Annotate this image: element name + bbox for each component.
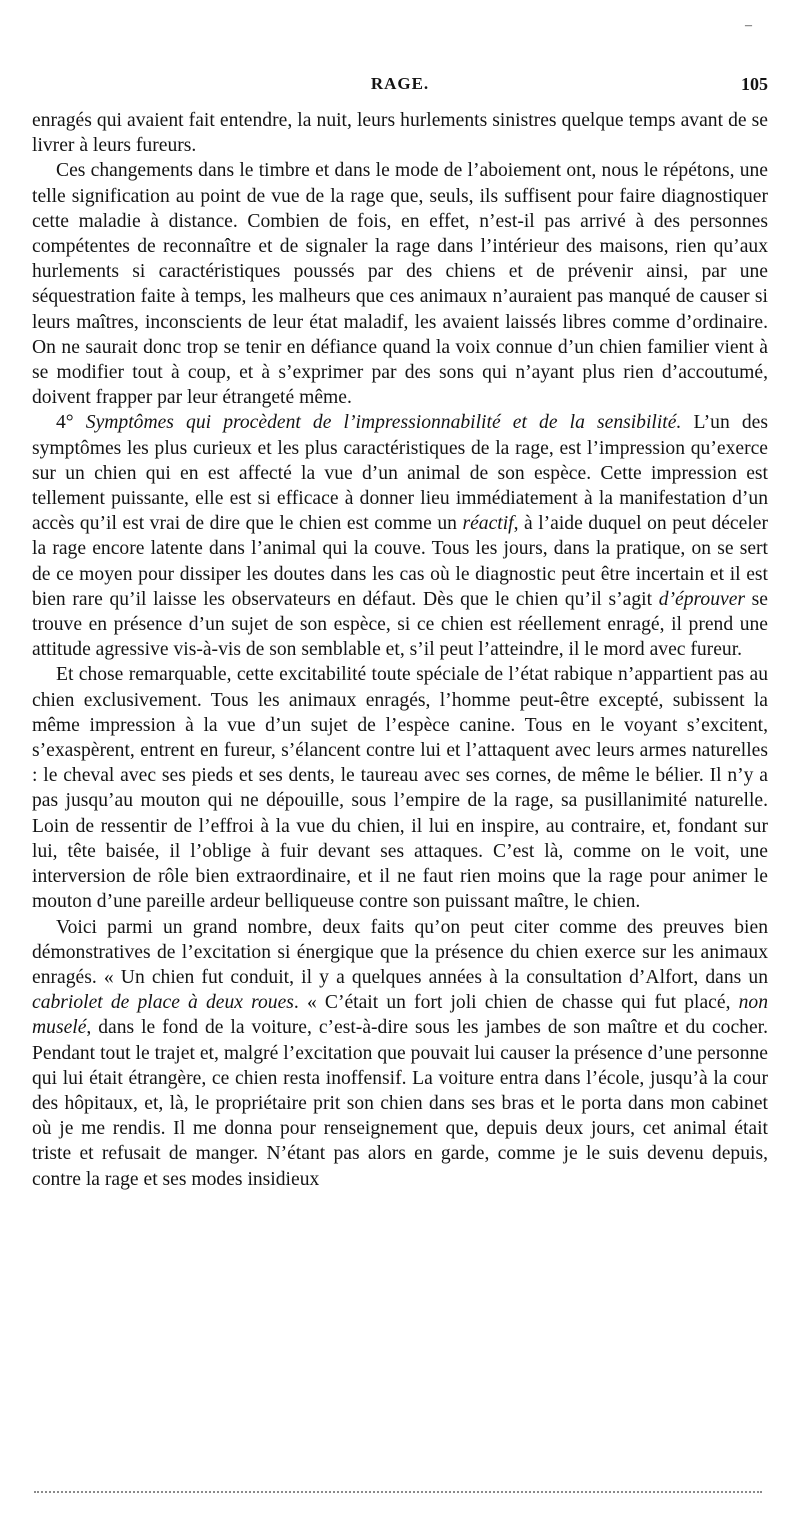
paragraph-5-text-a: Voici parmi un grand nombre, deux faits qu’on peut citer comme des preuves bien démonstratives de l’excitation si énergique que la présence du chien exerce sur les animaux enragés. « Un chien fut conduit, il y a quelques années à la consultation d’Alfort, dans un bbox=[32, 916, 768, 988]
footer-dotted-rule bbox=[34, 1491, 762, 1493]
term-non-musele: non muselé bbox=[32, 992, 768, 1039]
paragraph-5 bbox=[32, 915, 768, 1192]
page-number: 105 bbox=[741, 74, 768, 94]
paragraph-3-text-c: se trouve en présence d’un sujet de son espèce, si ce chien est réellement enragé, il prend une attitude agressive vis-à-vis de son semblable et, s’il peut l’atteindre, il le mord avec fureur. bbox=[32, 588, 768, 661]
page-header bbox=[32, 74, 768, 98]
term-cabriolet: cabriolet de place à deux roues bbox=[32, 992, 294, 1014]
paragraph-5-text-c: , dans le fond de la voiture, c’est-à-dire sous les jambes de son maître et du cocher. Pendant tout le trajet et, malgré l’excitation que pouvait lui causer la présence d’une personne qui lui était étrangère, ce chien resta inoffensif. La voiture entra dans l’école, jusqu’à la cour des hôpitaux, et, là, le propriétaire prit son chien dans ses bras et le porta dans mon cabinet où je me rendis. Il me donna pour renseignement que, depuis deux jours, cet animal était triste et refusait de manger. N’étant pas alors en garde, comme je le suis devenu depuis, contre la rage et ses modes insidieux bbox=[32, 1017, 768, 1190]
paragraph-5-text-b: . « C’était un fort joli chien de chasse qui fut placé, bbox=[293, 992, 739, 1014]
paragraph-3 bbox=[32, 410, 768, 662]
term-reactif: réactif bbox=[462, 513, 514, 535]
term-eprouver: d’éprouver bbox=[658, 588, 746, 610]
section-title: Symptômes qui procèdent de l’impressionnabilité et de la sensibilité. bbox=[85, 412, 682, 434]
body-text bbox=[32, 108, 768, 1192]
paragraph-3-text-a: L’un des symptômes les plus curieux et les plus caractéristiques de la rage, est l’impression qu’exerce sur un chien qui en est affecté la vue d’un animal de son espèce. Cette impression est tellement puissante, elle est si efficace à donner lieu immédiatement à la manifestation d’un accès qu’il est vrai de dire que le chien est comme un bbox=[32, 412, 769, 535]
paragraph-3-text-b: , à l’aide duquel on peut déceler la rage encore latente dans l’animal qui la couve. Tous les jours, dans la pratique, on se sert de ce moyen pour dissiper les doutes dans les cas où le diagnostic peut être incertain et il est bien rare qu’il laisse les observateurs en défaut. Dès que le chien qu’il s’agit bbox=[32, 513, 768, 610]
running-head: RAGE. bbox=[370, 74, 430, 93]
section-number: 4° bbox=[56, 412, 86, 434]
paragraph-2: Ces changements dans le timbre et dans le mode de l’aboiement ont, nous le répétons, une telle signification au point de vue de la rage que, seuls, ils suffisent pour faire diagnostiquer cette maladie à distance. Combien de fois, en effet, n’est-il pas arrivé à des personnes compétentes de reconnaître et de signaler la rage dans l’intérieur des maisons, rien qu’aux hurlements si caractéristiques poussés par des chiens et de prévenir ainsi, par une séquestration faite à temps, les malheurs que ces animaux n’auraient pas manqué de causer si leurs maîtres, inconscients de leur état maladif, les avaient laissés libres comme d’ordinaire. On ne saurait donc trop se tenir en défiance quand la voix connue d’un chien familier vient à se modifier tout à coup, et à s’exprimer par des sons qui n’ayant plus rien d’accoutumé, doivent frapper par leur étrangeté même. bbox=[32, 160, 768, 409]
corner-mark: – bbox=[745, 18, 752, 33]
paragraph-4: Et chose remarquable, cette excitabilité toute spéciale de l’état rabique n’appartient pas au chien exclusivement. Tous les animaux enragés, l’homme peut-être excepté, subissent la même impression à la vue d’un sujet de l’espèce canine. Tous en le voyant s’excitent, s’exaspèrent, entrent en fureur, s’élancent contre lui et l’attaquent avec leurs armes naturelles : le cheval avec ses pieds et ses dents, le taureau avec ses cornes, de même le bélier. Il n’y a pas jusqu’au mouton qui ne dépouille, sous l’empire de la rage, sa pusillanimité naturelle. Loin de ressentir de l’effroi à la vue du chien, il lui en inspire, au contraire, et, fondant sur lui, tête baisée, il l’oblige à fuir devant ses attaques. C’est là, comme on le voit, une interversion de rôle bien extraordinaire, et il ne faut rien moins que la rage pour animer le mouton d’une pareille ardeur belliqueuse contre son puissant maître, le chien. bbox=[32, 664, 768, 913]
paragraph-1: enragés qui avaient fait entendre, la nuit, leurs hurlements sinistres quelque temps avant de se livrer à leurs fureurs. bbox=[32, 110, 768, 157]
